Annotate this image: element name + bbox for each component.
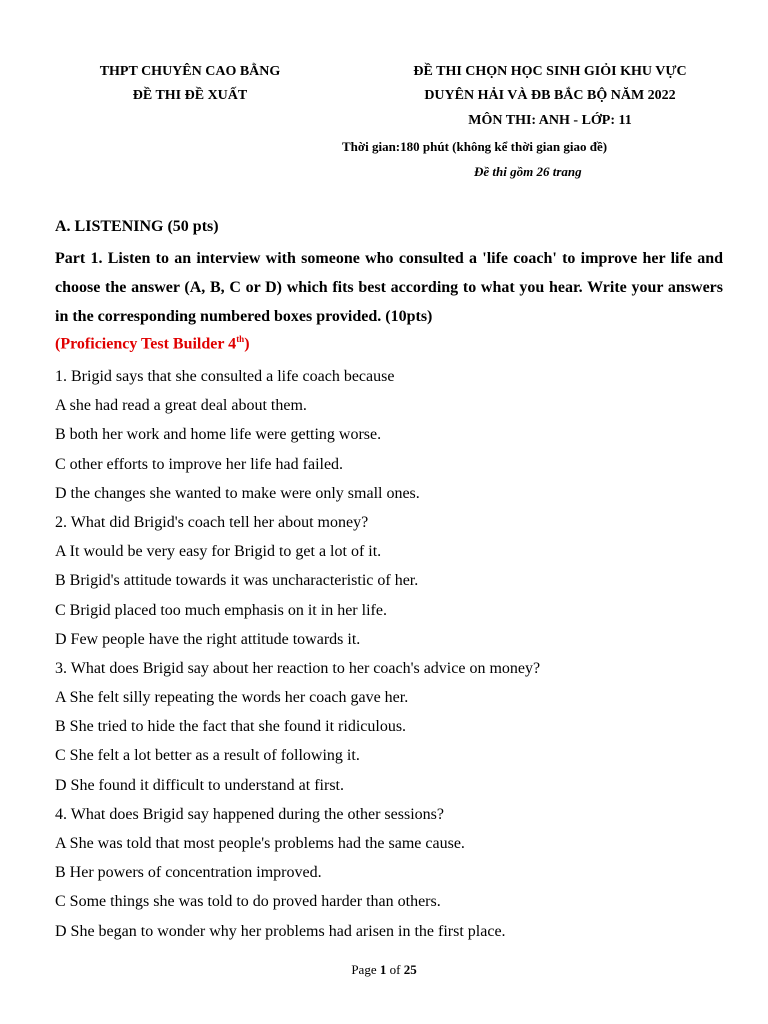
answer-option: A she had read a great deal about them. — [55, 397, 307, 415]
answer-option: B Her powers of concentration improved. — [55, 864, 322, 882]
question-stem: 2. What did Brigid's coach tell her about money? — [55, 513, 369, 531]
source-reference — [55, 334, 250, 353]
total-pages: 25 — [403, 962, 417, 977]
answer-option: B She tried to hide the fact that she found it ridiculous. — [55, 718, 407, 736]
answer-option: D She began to wonder why her problems had arisen in the first place. — [55, 922, 506, 940]
question-stem: 1. Brigid says that she consulted a life coach because — [55, 368, 395, 385]
footer-prefix: Page — [351, 962, 380, 977]
answer-option: D Few people have the right attitude towards it. — [55, 630, 361, 648]
answer-option: A She was told that most people's problems had the same cause. — [55, 835, 465, 852]
source-close: ) — [244, 335, 250, 353]
exam-page-count: Đề thi gồm 26 trang — [474, 164, 582, 179]
question-stem: 4. What does Brigid say happened during the other sessions? — [55, 805, 444, 823]
part-instructions: Part 1. Listen to an interview with someone who consulted a 'life coach' to improve her life and choose the answer (A, B, C or D) which fits best according to what you hear. Write your answers in the corresponding numbered boxes provided. (10pts) — [55, 250, 723, 325]
question — [55, 654, 745, 800]
question — [55, 800, 745, 946]
exam-proposal-label: ĐỀ THI ĐỀ XUẤT — [132, 88, 248, 103]
exam-subject: MÔN THI: ANH - LỚP: 11 — [468, 113, 632, 128]
answer-option: D the changes she wanted to make were only small ones. — [55, 484, 420, 502]
question — [55, 508, 745, 654]
school-name: THPT CHUYÊN CAO BẰNG — [99, 64, 281, 79]
answer-option: D She found it difficult to understand at first. — [55, 776, 344, 794]
answer-option: B Brigid's attitude towards it was uncharacteristic of her. — [55, 572, 419, 590]
question-stem: 3. What does Brigid say about her reaction to her coach's advice on money? — [55, 659, 541, 677]
exam-duration: Thời gian:180 phút (không kể thời gian giao đề) — [342, 139, 608, 154]
answer-option: C other efforts to improve her life had failed. — [55, 455, 344, 473]
answer-option: C Brigid placed too much emphasis on it in her life. — [55, 601, 387, 619]
answer-option: A She felt silly repeating the words her coach gave her. — [55, 689, 409, 707]
source-superscript: th — [236, 334, 245, 344]
source-text: (Proficiency Test Builder 4 — [55, 335, 237, 353]
question — [55, 362, 745, 508]
footer-of: of — [386, 962, 404, 977]
question-list — [55, 362, 745, 946]
current-page-number: 1 — [379, 962, 387, 977]
page-footer — [0, 962, 768, 978]
exam-title: ĐỀ THI CHỌN HỌC SINH GIỎI KHU VỰC — [413, 64, 687, 79]
answer-option: B both her work and home life were getting worse. — [55, 426, 382, 444]
section-title: A. LISTENING (50 pts) — [55, 218, 219, 235]
answer-option: C Some things she was told to do proved harder than others. — [55, 893, 441, 911]
answer-option: A It would be very easy for Brigid to get a lot of it. — [55, 543, 382, 561]
exam-region-year: DUYÊN HẢI VÀ ĐB BẮC BỘ NĂM 2022 — [424, 88, 676, 103]
answer-option: C She felt a lot better as a result of following it. — [55, 747, 360, 765]
